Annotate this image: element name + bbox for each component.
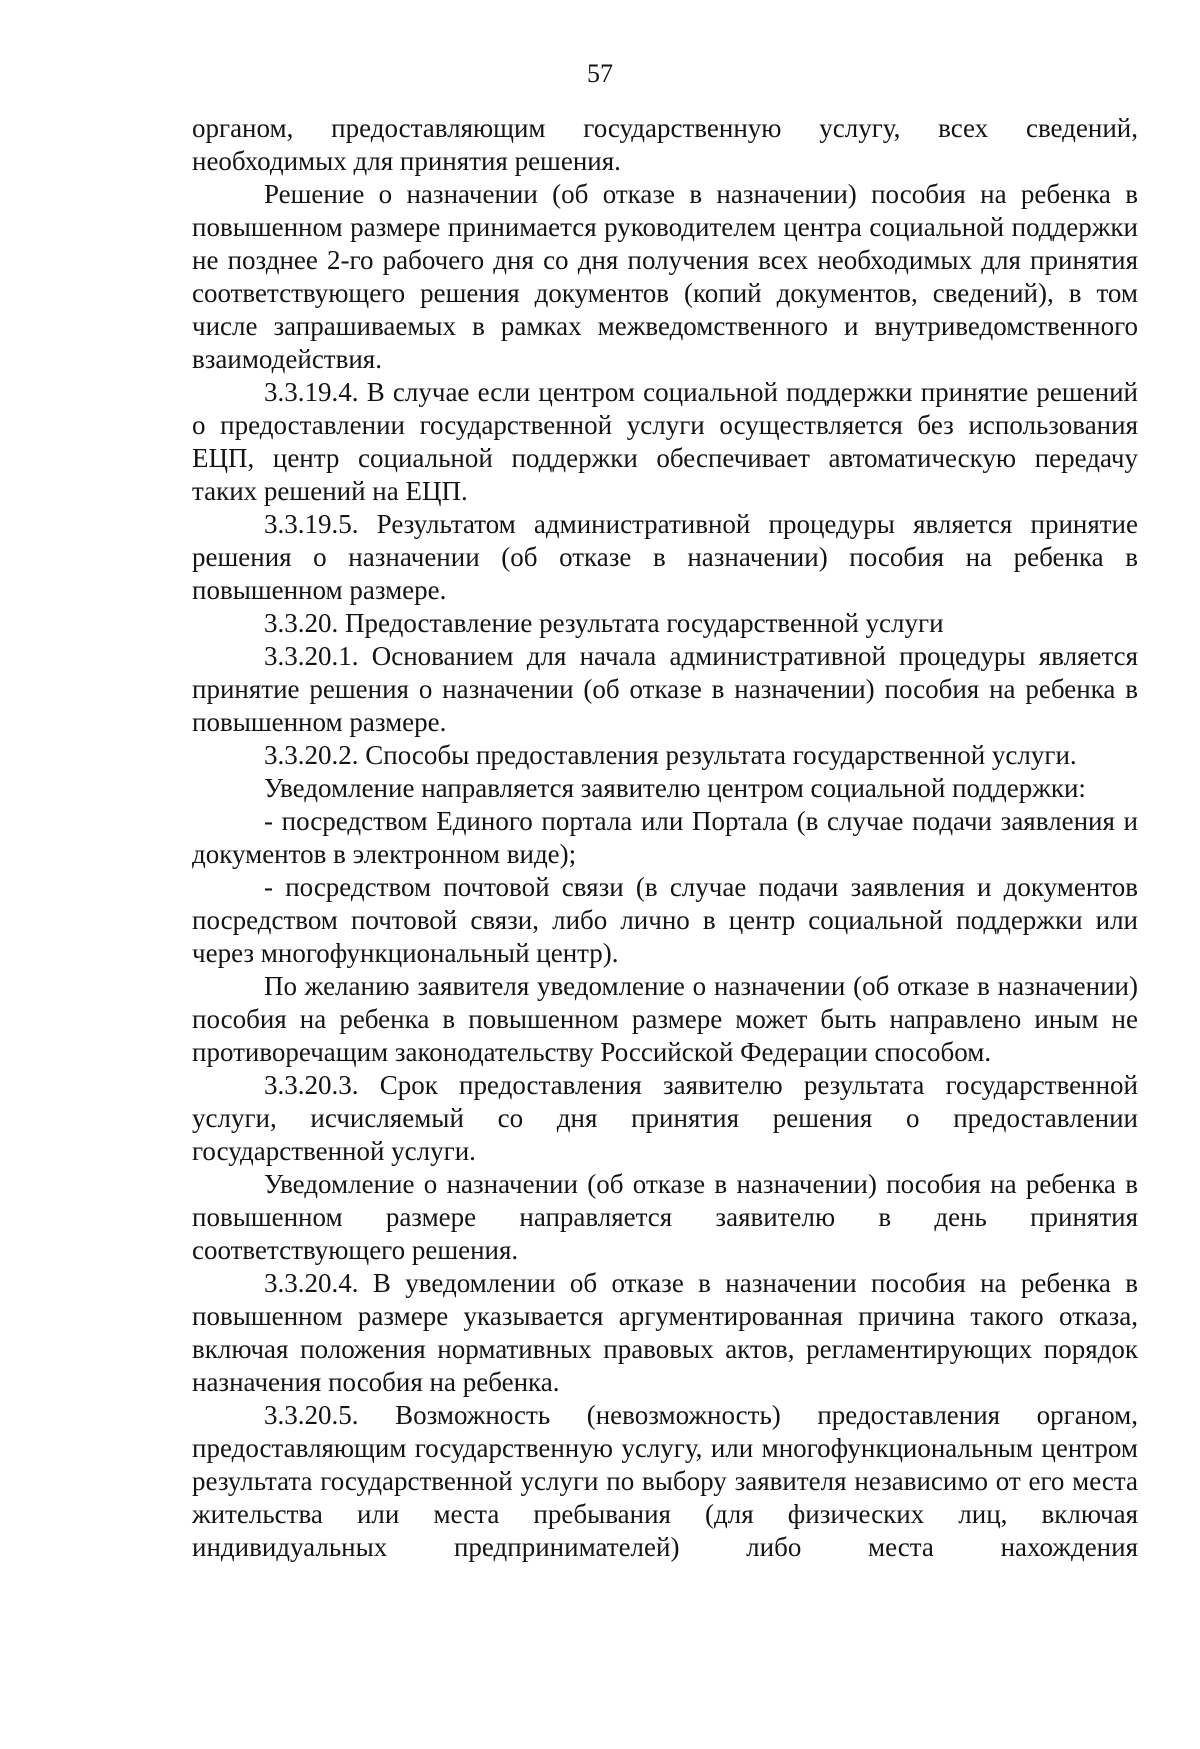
page-number: 57: [587, 59, 613, 88]
paragraph-3-3-19-5: 3.3.19.5. Результатом административной процедуры является принятие решения о назначении (об отказе в назначении) пособия на ребенка в повышенном размере.: [192, 509, 1138, 605]
paragraph-decision-deadline: Решение о назначении (об отказе в назначении) пособия на ребенка в повышенном размере принимается руководителем центра социальной поддержки не позднее 2-го рабочего дня со дня получения всех необходимых для принятия соответствующего решения документов (копий документов, сведений), в том числе запрашиваемых в рамках межведомственного и внутриведомственного взаимодействия.: [192, 179, 1138, 374]
paragraph-continuation: органом, предоставляющим государственную услугу, всех сведений, необходимых для принятия решения.: [192, 113, 1138, 176]
section-heading-3-3-20: 3.3.20. Предоставление результата государственной услуги: [264, 608, 944, 638]
list-item-portal: - посредством Единого портала или Портала (в случае подачи заявления и документов в электронном виде);: [192, 806, 1138, 869]
paragraph-notification-intro: Уведомление направляется заявителю центром социальной поддержки:: [264, 773, 1086, 803]
paragraph-3-3-20-5: 3.3.20.5. Возможность (невозможность) предоставления органом, предоставляющим государственную услугу, или многофункциональным центром результата государственной услуги по выбору заявителя независимо от его места жительства или места пребывания (для физических лиц, включая индивидуальных предпринимателей) либо места нахождения: [192, 1400, 1138, 1562]
paragraph-3-3-19-4: 3.3.19.4. В случае если центром социальной поддержки принятие решений о предоставлении государственной услуги осуществляется без использования ЕЦП, центр социальной поддержки обеспечивает автоматическую передачу таких решений на ЕЦП.: [192, 377, 1138, 506]
paragraph-3-3-20-3: 3.3.20.3. Срок предоставления заявителю результата государственной услуги, исчисляемый со дня принятия решения о предоставлении государственной услуги.: [192, 1070, 1138, 1166]
list-item-postal: - посредством почтовой связи (в случае подачи заявления и документов посредством почтовой связи, либо лично в центр социальной поддержки или через многофункциональный центр).: [192, 872, 1138, 968]
paragraph-applicant-wish: По желанию заявителя уведомление о назначении (об отказе в назначении) пособия на ребенка в повышенном размере может быть направлено иным не противоречащим законодательству Российской Федерации способом.: [192, 971, 1138, 1067]
paragraph-3-3-20-2: 3.3.20.2. Способы предоставления результата государственной услуги.: [264, 740, 1077, 770]
paragraph-3-3-20-1: 3.3.20.1. Основанием для начала административной процедуры является принятие решения о назначении (об отказе в назначении) пособия на ребенка в повышенном размере.: [192, 641, 1138, 737]
paragraph-notification-day: Уведомление о назначении (об отказе в назначении) пособия на ребенка в повышенном размере направляется заявителю в день принятия соответствующего решения.: [192, 1169, 1138, 1265]
paragraph-3-3-20-4: 3.3.20.4. В уведомлении об отказе в назначении пособия на ребенка в повышенном размере указывается аргументированная причина такого отказа, включая положения нормативных правовых актов, регламентирующих порядок назначения пособия на ребенка.: [192, 1268, 1138, 1397]
document-body: [192, 112, 1138, 1564]
